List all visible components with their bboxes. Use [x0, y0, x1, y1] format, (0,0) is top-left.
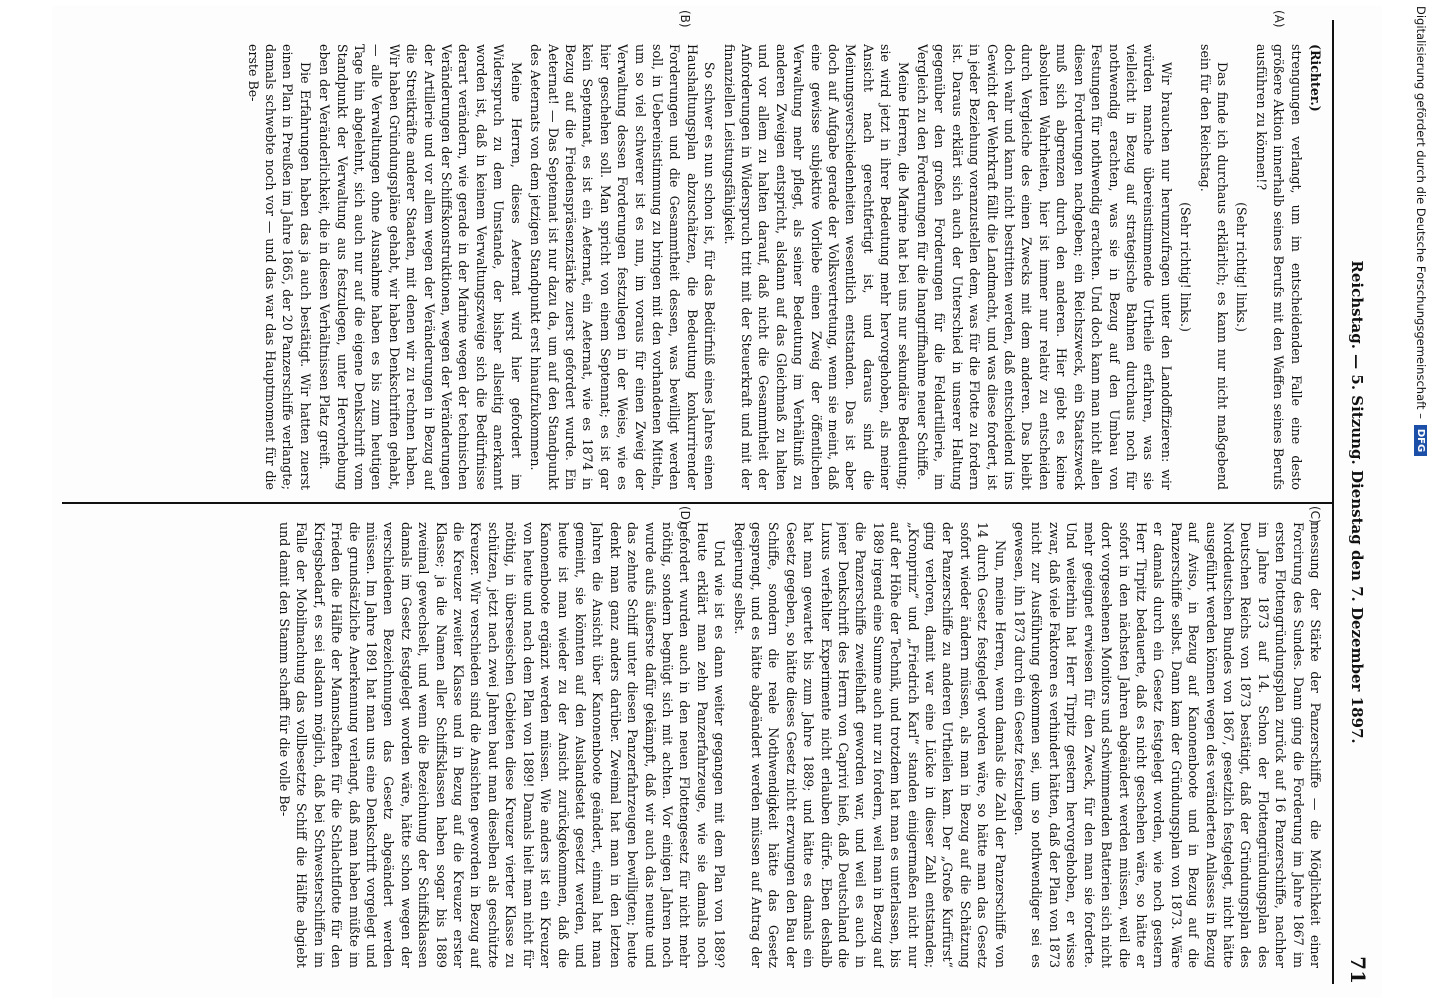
right-column — [64, 522, 1324, 968]
margin-letter-a: (A) — [1272, 10, 1286, 28]
paragraph: Meine Herren, dieses Aeternat wird hier gefordert im Widerspruch zu dem Umstande, der bisher allseitig anerkannt worden ist, daß in keinem Verwaltungszweige sich die Bedürfnisse derart verändern, wie gerade in der Marine wegen der technischen Veränderungen der Schiffskonstruktionen, wegen der Veränderungen der Artillerie und vor allem wegen der Veränderungen in Bezug auf die Streitkräfte anderer Staaten, mit denen wir zu rechnen haben. Wir haben Gründungspläne gehabt, wir haben Denkschriften gehabt, — alle Verwaltungen ohne Ausnahme haben es bis zum heutigen Tage hin abgelehnt, sich auch nur auf die eigene Denkschrift vom Standpunkt der Verwaltung aus festzulegen, unter Hervorhebung eben der Veränderlichkeit, die in diesen Verhältnissen Platz greift. — [317, 44, 524, 490]
left-column — [64, 44, 1324, 490]
page-title: Reichstag. — 5. Sitzung. Dienstag den 7. Dezember 1897. — [1348, 260, 1366, 744]
notice-text: Digitalisierung gefördert durch die Deutsche Forschungsgemeinschaft – — [1414, 6, 1428, 419]
column-rule — [62, 502, 1332, 504]
page-number: 71 — [1346, 956, 1370, 984]
digitisation-notice — [1412, 6, 1434, 1000]
paragraph: Meine Herren, die Marine hat bei uns nur sekundäre Bedeutung; sie wird jetzt in ihrer Bedeutung mehr hervorgehoben, als meiner Ansicht nach gerechtfertigt ist, und daraus sind die Meinungsverschiedenheiten wesentlich entstanden. Das ist aber doch auf Aufgabe gerade der Volksvertretung, wenn sie meint, daß eine gewisse subjektive Vorliebe einen Zweig der öffentlichen Verwaltung mehr pflegt, als seiner Bedeutung im Verhältniß zu anderen Zweigen entspricht, alsdann auf das Gleichmaß zu halten und vor allem zu halten darauf, daß nicht die Gesammtheit der Anforderungen in Widerspruch tritt mit der Steuerkraft und mit der finanziellen Leistungsfähigkeit. — [721, 44, 911, 490]
margin-letter-b: (B) — [678, 10, 692, 28]
paragraph: Das finde ich durchaus erklärlich; es kann nur nicht maßgebend sein für den Reichstag. — [1197, 44, 1230, 490]
interjection: (Sehr richtig! links.) — [1178, 202, 1194, 332]
margin-letter-d: (D) — [678, 506, 692, 525]
rotated-page — [52, 6, 1382, 998]
paragraph: strengungen verlangt, um im entscheidenden Falle eine desto größere Aktion innerhalb seines Berufs mit den Waffen seines Berufs ausführen zu können!? — [1253, 44, 1304, 490]
paragraph: Nun, meine Herren, wenn damals die Zahl der Panzerschiffe von 14 durch Gesetz festgelegt worden wäre, so hätte man das Gesetz sofort wieder ändern müssen, als man in Bezug auf die Schätzung der Panzerschiffe zu anderen Urtheilen kam. Der „Große Kurfürst“ ging verloren, damit war eine Lücke in dieser Zahl entstanden; „Kronprinz“ und „Friedrich Karl“ standen einigermaßen nicht nur auf der Höhe der Technik, und trotzdem hat man es unterlassen, bis 1889 irgend eine Summe auch nur zu fordern, weil man in Bezug auf die Panzerschiffe zweifelhaft geworden war, und weil es auch in jener Denkschrift des Herrn von Caprivi hieß, daß Deutschland die Luxus verfehlter Experimente nicht erlauben dürfe. Eben deshalb hat man gewartet bis zum Jahre 1889; und hätte es damals ein Gesetz gegeben, so hätte dieses Gesetz nicht erzwungen den Bau der Schiffe, sondern die reale Nothwendigkeit hätte das Gesetz gesprengt, und es hätte abgeändert werden müssen auf Antrag der Regierung selbst. — [731, 522, 1008, 968]
paragraph: Und wie ist es dann weiter gegangen mit dem Plan von 1889? Heute erklärt man zehn Panzerfahrzeuge, wie sie damals noch gefordert wurden auch in den neuen Flottengesetz für nicht mehr nöthig, sondern begnügt sich mit achten. Vor einigen Jahren noch wurde aufs äußerste dafür gekämpft, daß wir auch das neunte und das zehnte Schiff unter diesen Panzerfahrzeugen bewilligten; heute denkt man ganz anders darüber. Zweimal hat man in den letzten Jahren die Ansicht über Kanonenboote geändert, einmal hat man gemeint, sie könnten auf den Auslandsetat gesetzt werden, und heute ist man wieder zu der Ansicht zurückgekommen, daß die Kanonenboote ergänzt werden müssen. Wie anders ist ein Kreuzer von heute und nach dem Plan von 1889! Damals hielt man nicht für nöthig, in überseeischen Gebieten diese Kreuzer vierter Klasse zu schützen, jetzt nach zwei Jahren baut man dieselben als geschützte Kreuzer. Wir verschieden sind die Ansichten geworden in Bezug auf die Kreuzer zweiter Klasse und in Bezug auf die Kreuzer erster Klasse; ja die Namen aller Schiffsklassen haben sogar bis 1889 zweimal gewechselt, und wenn die Bezeichnung der Schiffsklassen damals im Gesetz festgelegt worden wäre, hätte schon wegen der verschiedenen Bezeichnungen das Gesetz abgeändert werden müssen. Im Jahre 1891 hat man uns eine Denkschrift vorgelegt und die grundsätzliche Anerkennung verlangt, daß man haben müßte im Frieden die Hälfte der Mannschaften für die Schlachtflotte für den Kriegsbedarf, es sei alsdann möglich, daß bei Schwesterschiffen im Falle der Mobilmachung das vollbesetzte Schiff die Hälfte abgiebt und damit den Stamm schafft für die volle Be- — [277, 522, 728, 968]
paragraph: Wir brauchen nur herumzufragen unter den Landoffizieren: wir würden manche übereinstimmende Urtheile erfahren, was sie vielleicht in Bezug auf strategische Bahnen durchaus noch für nothwendig erachten, was sie in Bezug auf den Umbau von Festungen für nothwendig erachten. Und doch kann man nicht allen diesen Forderungen nachgeben; ein Reichszweck, ein Staatszweck muß sich abgrenzen durch den anderen. Hier giebt es keine absoluten Wahrheiten, hier ist immer nur relativ zu entscheiden durch Vergleiche des einen Zwecks mit dem anderen. Das bleibt doch wahr und kann nicht bestritten werden, daß entscheidend ins Gewicht der Wehrkraft fällt die Landmacht, und was diese fordert, ist in jeder Beziehung voranzustellen dem, was für die Flotte zu fordern ist. Daraus erklärt sich auch der Unterschied in unserer Haltung gegenüber den großen Forderungen für die Feldartillerie, im Vergleich zu den Forderungen für die Inangriffnahme neuer Schiffe. — [915, 44, 1174, 490]
header-rule — [1332, 20, 1334, 984]
paragraph: So schwer es nun schon ist, für das Bedürfniß eines Jahres einen Haushaltungsplan abzuschätzen, die Bedeutung konkurrirender Forderungen und die Gesammtheit dessen, was bewilligt werden soll, in Uebereinstimmung zu bringen mit den vorhandenen Mitteln, um so viel schwerer ist es nun, im voraus für einen Zweig der Verwaltung dessen Forderungen festzulegen in der Weise, wie es hier geschehen soll. Man spricht von einem Septennat; es ist gar kein Septennat, es ist ein Aeternat, ein Aeternat, wie es 1874 in Bezug auf die Friedenspräsenzstärke zuerst gefordert wurde. Ein Aeternat! — Das Septennat ist nur dazu da, um auf den Standpunkt des Aeternats von dem jetzigen Standpunkt erst hinaufzukommen. — [528, 44, 718, 490]
interjection: (Sehr richtig! links.) — [1234, 202, 1250, 332]
dfg-badge: DFG — [1415, 425, 1428, 456]
margin-letter-c: (C) — [1308, 506, 1322, 524]
paragraph: Die Erfahrungen haben das ja auch bestätigt. Wir hatten zuerst einen Plan in Preußen im Jahre 1865, der 20 Panzerschiffe verlangte; damals schwebte noch vor — und das war das Hauptmoment für die erste Be- — [245, 44, 313, 490]
paragraph: messung der Stärke der Panzerschiffe — die Möglichkeit einer Forcirung des Sundes. Dann ging die Forderung im Jahre 1867 im ersten Flottengründungsplan zurück auf 16 Panzerschiffe, nachher im Jahre 1873 auf 14. Schon der Flottengründungsplan des Deutschen Reichs von 1873 bestätigt, daß der Gründungsplan des Norddeutschen Bundes von 1867, gesetzlich festgelegt, nicht hätte ausgeführt werden können wegen des veränderten Anlasses in Bezug auf Aviso, in Bezug auf Kanonenboote und in Bezug auf die Panzerschiffe selbst. Dann kam der Gründungsplan von 1873. Wäre er damals durch ein Gesetz festgelegt worden, wie noch gestern Herr Tirpitz bedauerte, daß es nicht geschehen wäre, so hätte er sofort in den nächsten Jahren abgeändert werden müssen, weil die dort vorgesehenen Monitors und schwimmenden Batterien sich nicht mehr geeignet erwiesen für den Zweck, für den man sie forderte. Und weiterhin hat Herr Tirpitz gestern hervorgehoben, er wisse zwar, daß viele Faktoren es verhindert hätten, daß der Plan von 1873 nicht zur Ausführung gekommen sei, um so nothwendiger sei es gewesen, ihn 1873 durch ein Gesetz festzulegen. — [1012, 522, 1323, 968]
speaker-label: (Richter.) — [1308, 44, 1323, 112]
page-header — [1332, 20, 1374, 984]
